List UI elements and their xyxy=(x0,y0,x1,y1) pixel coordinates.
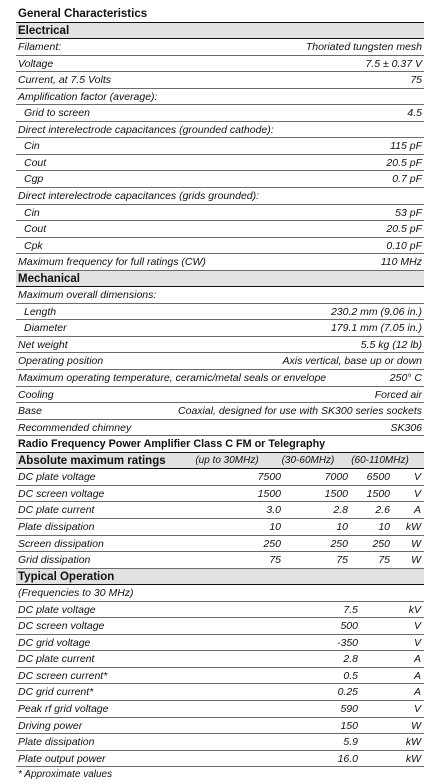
typical-row: DC screen voltage 500 V xyxy=(16,618,424,635)
cout-grids-row: Cout 20.5 pF xyxy=(16,221,424,238)
electrical-heading: Electrical xyxy=(16,23,424,40)
max-dimensions-row: Maximum overall dimensions: xyxy=(16,287,424,304)
abs-rating-row: DC plate current 3.0 2.8 2.6 A xyxy=(16,502,424,519)
chimney-row: Recommended chimney SK306 xyxy=(16,420,424,437)
footnote: * Approximate values xyxy=(18,769,113,781)
voltage-row: Voltage 7.5 ± 0.37 V xyxy=(16,56,424,73)
column-header: (60-110MHz) xyxy=(351,454,409,466)
operating-position-row: Operating position Axis vertical, base up or down xyxy=(16,353,424,370)
column-header: (30-60MHz) xyxy=(281,454,335,466)
net-weight-row: Net weight 5.5 kg (12 lb) xyxy=(16,337,424,354)
typical-row: Peak rf grid voltage 590 V xyxy=(16,701,424,718)
max-temperature-row: Maximum operating temperature, ceramic/metal seals or envelope 250° C xyxy=(16,370,424,387)
typical-frequency-note: (Frequencies to 30 MHz) xyxy=(16,585,424,602)
specification-sheet xyxy=(16,6,424,783)
grid-to-screen-row: Grid to screen 4.5 xyxy=(16,105,424,122)
current-row: Current, at 7.5 Volts 75 xyxy=(16,72,424,89)
general-characteristics-title: General Characteristics xyxy=(16,6,424,23)
cooling-row: Cooling Forced air xyxy=(16,387,424,404)
typical-row: Driving power 150 W xyxy=(16,718,424,735)
typical-row: DC plate voltage 7.5 kV xyxy=(16,602,424,619)
typical-row: DC grid voltage -350 V xyxy=(16,635,424,652)
absolute-ratings-header: Absolute maximum ratings (up to 30MHz) (30-60MHz) (60-110MHz) xyxy=(16,453,424,470)
abs-rating-row: DC plate voltage 7500 7000 6500 V xyxy=(16,469,424,486)
abs-rating-row: DC screen voltage 1500 1500 1500 V xyxy=(16,486,424,503)
filament-row: Filament: Thoriated tungsten mesh xyxy=(16,39,424,56)
typical-row: DC plate current 2.8 A xyxy=(16,651,424,668)
cpk-row: Cpk 0.10 pF xyxy=(16,238,424,255)
max-frequency-row: Maximum frequency for full ratings (CW) 110 MHz xyxy=(16,254,424,271)
capacitances-cathode-row: Direct interelectrode capacitances (grounded cathode): xyxy=(16,122,424,139)
rf-amplifier-heading: Radio Frequency Power Amplifier Class C FM or Telegraphy xyxy=(16,436,424,453)
typical-row: Plate dissipation 5.9 kW xyxy=(16,734,424,751)
capacitances-grids-row: Direct interelectrode capacitances (grids grounded): xyxy=(16,188,424,205)
diameter-row: Diameter 179.1 mm (7.05 in.) xyxy=(16,320,424,337)
cin-grids-row: Cin 53 pF xyxy=(16,205,424,222)
cout-cathode-row: Cout 20.5 pF xyxy=(16,155,424,172)
typical-operation-header: Typical Operation xyxy=(16,569,424,586)
abs-rating-row: Plate dissipation 10 10 10 kW xyxy=(16,519,424,536)
abs-rating-row: Grid dissipation 75 75 75 W xyxy=(16,552,424,569)
length-row: Length 230.2 mm (9.06 in.) xyxy=(16,304,424,321)
mechanical-heading: Mechanical xyxy=(16,271,424,288)
amplification-factor-row: Amplification factor (average): xyxy=(16,89,424,106)
base-row: Base Coaxial, designed for use with SK300 series sockets xyxy=(16,403,424,420)
typical-row: DC grid current* 0.25 A xyxy=(16,684,424,701)
cgp-row: Cgp 0.7 pF xyxy=(16,171,424,188)
typical-row: Plate output power 16.0 kW xyxy=(16,751,424,768)
abs-rating-row: Screen dissipation 250 250 250 W xyxy=(16,536,424,553)
typical-row: DC screen current* 0.5 A xyxy=(16,668,424,685)
column-header: (up to 30MHz) xyxy=(195,454,259,466)
cin-cathode-row: Cin 115 pF xyxy=(16,138,424,155)
